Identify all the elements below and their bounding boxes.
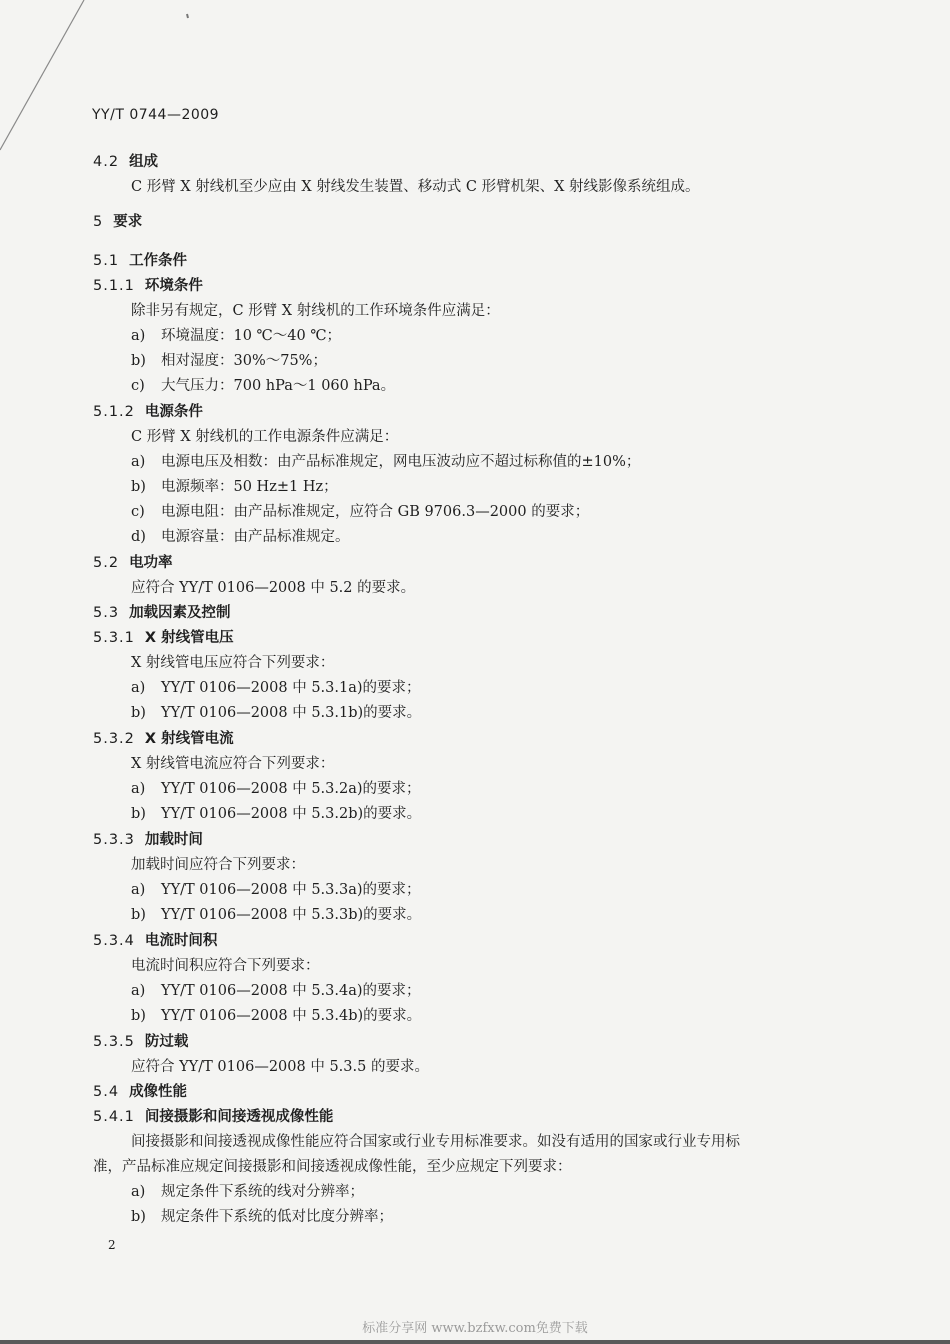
paragraph: C 形臂 X 射线机的工作电源条件应满足：: [131, 429, 399, 445]
list-item-label: b): [131, 479, 146, 495]
page-number: 2: [108, 1238, 116, 1252]
list-item-text: YY/T 0106—2008 中 5.3.1b)的要求。: [161, 705, 422, 721]
list-item-label: b): [131, 353, 146, 369]
section-number: 5.3.5: [93, 1034, 135, 1050]
list-item-text: 大气压力：700 hPa～1 060 hPa。: [161, 378, 396, 394]
section-number: 5.3.3: [93, 832, 135, 848]
section-number: 5.1.2: [93, 404, 135, 420]
list-item-text: 电源电压及相数：由产品标准规定，网电压波动应不超过标称值的±10%；: [161, 454, 641, 470]
list-item: [131, 981, 421, 1001]
list-item-text: YY/T 0106—2008 中 5.3.2b)的要求。: [161, 806, 422, 822]
list-item-text: YY/T 0106—2008 中 5.3.4a)的要求；: [161, 983, 421, 999]
list-item-label: b): [131, 1209, 146, 1225]
section-number: 5.3: [93, 605, 120, 621]
section-heading: [93, 152, 158, 172]
section-title: 工作条件: [129, 253, 188, 269]
list-item: [131, 703, 421, 723]
list-item: [131, 376, 395, 396]
section-heading: [93, 1107, 333, 1127]
list-item-label: c): [131, 504, 145, 520]
section-heading: [93, 830, 203, 850]
paragraph: C 形臂 X 射线机至少应由 X 射线发生装置、移动式 C 形臂机架、X 射线影像系统组成。: [131, 179, 700, 195]
list-item-label: a): [131, 680, 146, 696]
section-heading: [93, 251, 187, 271]
section-heading: [93, 603, 231, 623]
section-number: 5.1: [93, 253, 120, 269]
bottom-edge: [0, 1340, 950, 1344]
section-heading: [93, 628, 234, 648]
section-heading: [93, 729, 234, 749]
section-number: 5.3.4: [93, 933, 135, 949]
list-item-text: 电源电阻：由产品标准规定，应符合 GB 9706.3—2000 的要求；: [161, 504, 590, 520]
section-number: 5.2: [93, 555, 120, 571]
list-item-text: 规定条件下系统的低对比度分辨率；: [161, 1209, 393, 1225]
list-item-label: a): [131, 1184, 146, 1200]
list-item: [131, 351, 327, 371]
paragraph: X 射线管电流应符合下列要求：: [131, 756, 335, 772]
section-title: 要求: [113, 214, 143, 230]
section-title: 间接摄影和间接透视成像性能: [144, 1109, 334, 1125]
paragraph: 电流时间积应符合下列要求：: [131, 958, 320, 974]
paragraph: 应符合 YY/T 0106—2008 中 5.2 的要求。: [131, 580, 416, 596]
section-title: 环境条件: [144, 278, 203, 294]
section-title: X 射线管电压: [144, 630, 234, 646]
section-title: 电功率: [129, 555, 173, 571]
section-title: 成像性能: [129, 1084, 188, 1100]
section-number: 5.4: [93, 1084, 120, 1100]
list-item-text: YY/T 0106—2008 中 5.3.3a)的要求；: [161, 882, 421, 898]
section-heading: [93, 553, 173, 573]
list-item-label: d): [131, 529, 146, 545]
paragraph: 除非另有规定，C 形臂 X 射线机的工作环境条件应满足：: [131, 303, 500, 319]
paragraph-continuation: 准，产品标准应规定间接摄影和间接透视成像性能，至少应规定下列要求：: [93, 1159, 572, 1175]
section-heading: [93, 212, 142, 232]
paragraph: 应符合 YY/T 0106—2008 中 5.3.5 的要求。: [131, 1059, 429, 1075]
section-number: 5.1.1: [93, 278, 135, 294]
list-item-text: YY/T 0106—2008 中 5.3.4b)的要求。: [161, 1008, 422, 1024]
section-heading: [93, 931, 217, 951]
section-title: 防过载: [144, 1034, 189, 1050]
list-item-label: b): [131, 806, 146, 822]
section-title: 电流时间积: [144, 933, 218, 949]
section-number: 5.3.1: [93, 630, 135, 646]
list-item-label: a): [131, 882, 146, 898]
paper-fold-shadow: [0, 0, 950, 160]
list-item-label: a): [131, 983, 146, 999]
list-item: [131, 1006, 421, 1026]
section-title: 加载因素及控制: [129, 605, 231, 621]
list-item: [131, 527, 350, 547]
list-item-text: YY/T 0106—2008 中 5.3.1a)的要求；: [161, 680, 421, 696]
list-item-label: a): [131, 454, 146, 470]
list-item: [131, 1182, 364, 1202]
paragraph: 加载时间应符合下列要求：: [131, 857, 305, 873]
list-item-text: 电源容量：由产品标准规定。: [161, 529, 350, 545]
list-item: [131, 502, 589, 522]
list-item: [131, 779, 421, 799]
section-number: 5.4.1: [93, 1109, 135, 1125]
list-item-text: YY/T 0106—2008 中 5.3.2a)的要求；: [161, 781, 421, 797]
paragraph: X 射线管电压应符合下列要求：: [131, 655, 335, 671]
section-heading: [93, 276, 203, 296]
list-item: [131, 905, 421, 925]
list-item: [131, 477, 338, 497]
list-item: [131, 880, 421, 900]
section-title: 加载时间: [144, 832, 203, 848]
list-item-text: YY/T 0106—2008 中 5.3.3b)的要求。: [161, 907, 422, 923]
list-item-label: b): [131, 907, 146, 923]
list-item-label: c): [131, 378, 145, 394]
list-item-text: 相对湿度：30%～75%；: [161, 353, 327, 369]
list-item: [131, 804, 421, 824]
standard-number: YY/T 0744—2009: [92, 107, 220, 123]
section-number: 5.3.2: [93, 731, 135, 747]
list-item-label: b): [131, 1008, 146, 1024]
list-item: [131, 326, 341, 346]
list-item-text: 环境温度：10 ℃～40 ℃；: [161, 328, 342, 344]
section-heading: [93, 1082, 187, 1102]
section-heading: [93, 1032, 188, 1052]
list-item-text: 规定条件下系统的线对分辨率；: [161, 1184, 364, 1200]
list-item-label: b): [131, 705, 146, 721]
paragraph: 间接摄影和间接透视成像性能应符合国家或行业专用标准要求。如没有适用的国家或行业专用标: [131, 1134, 740, 1150]
section-number: 4.2: [93, 154, 120, 170]
list-item: [131, 678, 421, 698]
list-item-label: a): [131, 781, 146, 797]
section-title: 电源条件: [144, 404, 203, 420]
footer-watermark: 标准分享网 www.bzfxw.com免费下载: [362, 1321, 588, 1336]
section-heading: [93, 402, 203, 422]
section-title: 组成: [129, 154, 159, 170]
list-item-text: 电源频率：50 Hz±1 Hz；: [161, 479, 338, 495]
list-item-label: a): [131, 328, 146, 344]
list-item: [131, 1207, 393, 1227]
list-item: [131, 452, 640, 472]
section-title: X 射线管电流: [144, 731, 234, 747]
section-number: 5: [93, 214, 104, 230]
